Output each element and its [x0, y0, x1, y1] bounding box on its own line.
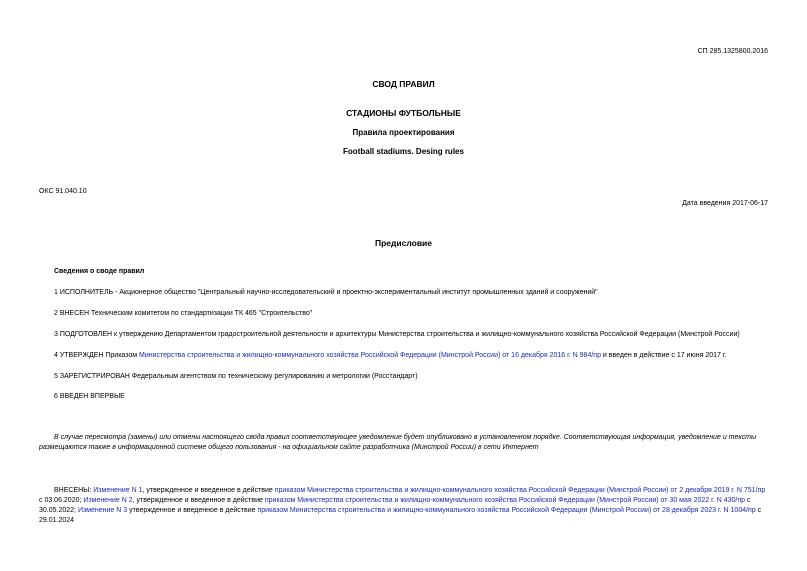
change-1-text: , утвержденное и введенное в действие	[142, 487, 275, 494]
document-name-title: СТАДИОНЫ ФУТБОЛЬНЫЕ	[346, 108, 461, 118]
change-2-order-link[interactable]: приказом Министерства строительства и жилищно-коммунального хозяйства Российской Федерации (Минстрой России) от 30 мая 2022 г. N 430/пр	[264, 497, 746, 504]
change-3-date: с 29.01.2024	[39, 507, 762, 524]
change-1-date: с 03.06.2020;	[39, 497, 84, 504]
change-2-link[interactable]: Изменение N 2	[83, 497, 133, 504]
changes-paragraph	[39, 486, 770, 526]
revision-notice	[39, 433, 770, 453]
change-3-link[interactable]: Изменение N 3	[77, 507, 128, 514]
oks-code: ОКС 91.040.10	[39, 188, 87, 195]
item-approved	[54, 351, 774, 361]
item-executor: 1 ИСПОЛНИТЕЛЬ - Акционерное общество "Центральный научно-исследовательский и проектно-экспериментальный институт промышленных зданий и сооружений"	[54, 289, 598, 296]
item-prepared: 3 ПОДГОТОВЛЕН к утверждению Департаментом градостроительной деятельности и архитектуры Министерства строительства и жилищно-коммунального хозяйства Российской Федерации (Минстрой России)	[54, 331, 740, 338]
change-1-order-link[interactable]: приказом Министерства строительства и жилищно-коммунального хозяйства Российской Федерации (Минстрой России) от 2 декабря 2019 г. N 751/пр	[274, 487, 766, 494]
item-registered: 5 ЗАРЕГИСТРИРОВАН Федеральным агентством по техническому регулированию и метрологии (Росстандарт)	[54, 373, 418, 380]
subtitle-russian: Правила проектирования	[352, 128, 455, 137]
change-2-date: с 30.05.2022;	[39, 497, 751, 514]
document-code: СП 285.1325800.2016	[697, 48, 768, 55]
document-type-title: СВОД ПРАВИЛ	[372, 79, 435, 89]
item-approved-suffix: и введен в действие с 17 июня 2017 г.	[600, 352, 727, 359]
subtitle-english: Football stadiums. Desing rules	[343, 147, 464, 156]
change-3-text: утвержденное и введенное в действие	[127, 507, 258, 514]
item-approved-prefix: 4 УТВЕРЖДЕН Приказом	[54, 352, 140, 359]
item-introduced: 2 ВНЕСЕН Техническим комитетом по стандартизации ТК 465 "Строительство"	[54, 310, 313, 317]
approval-order-link[interactable]: Министерства строительства и жилищно-коммунального хозяйства Российской Федерации (Минстрой России) от 16 декабря 2016 г. N 984/пр	[139, 352, 601, 359]
foreword-heading: Предисловие	[374, 238, 433, 248]
revision-notice-text: В случае пересмотра (замены) или отмены настоящего свода правил соответствующее уведомление будет опубликовано в установленном порядке. Соответствующая информация, уведомление и тексты размещаются также в информационной системе общего пользования - на официальном сайте разработчика (Минстрой России) в сети Интернет	[39, 434, 757, 451]
change-2-text: , утвержденное и введенное в действие	[132, 497, 265, 504]
introduction-date: Дата введения 2017-06-17	[682, 200, 768, 207]
item-first-introduced: 6 ВВЕДЕН ВПЕРВЫЕ	[54, 393, 125, 400]
info-heading: Сведения о своде правил	[54, 268, 145, 275]
change-1-link[interactable]: Изменение N 1	[93, 487, 143, 494]
change-3-order-link[interactable]: приказом Министерства строительства и жилищно-коммунального хозяйства Российской Федерации (Минстрой России) от 28 декабря 2023 г. N 1004/пр	[257, 507, 756, 514]
changes-prefix: ВНЕСЕНЫ:	[54, 487, 94, 494]
